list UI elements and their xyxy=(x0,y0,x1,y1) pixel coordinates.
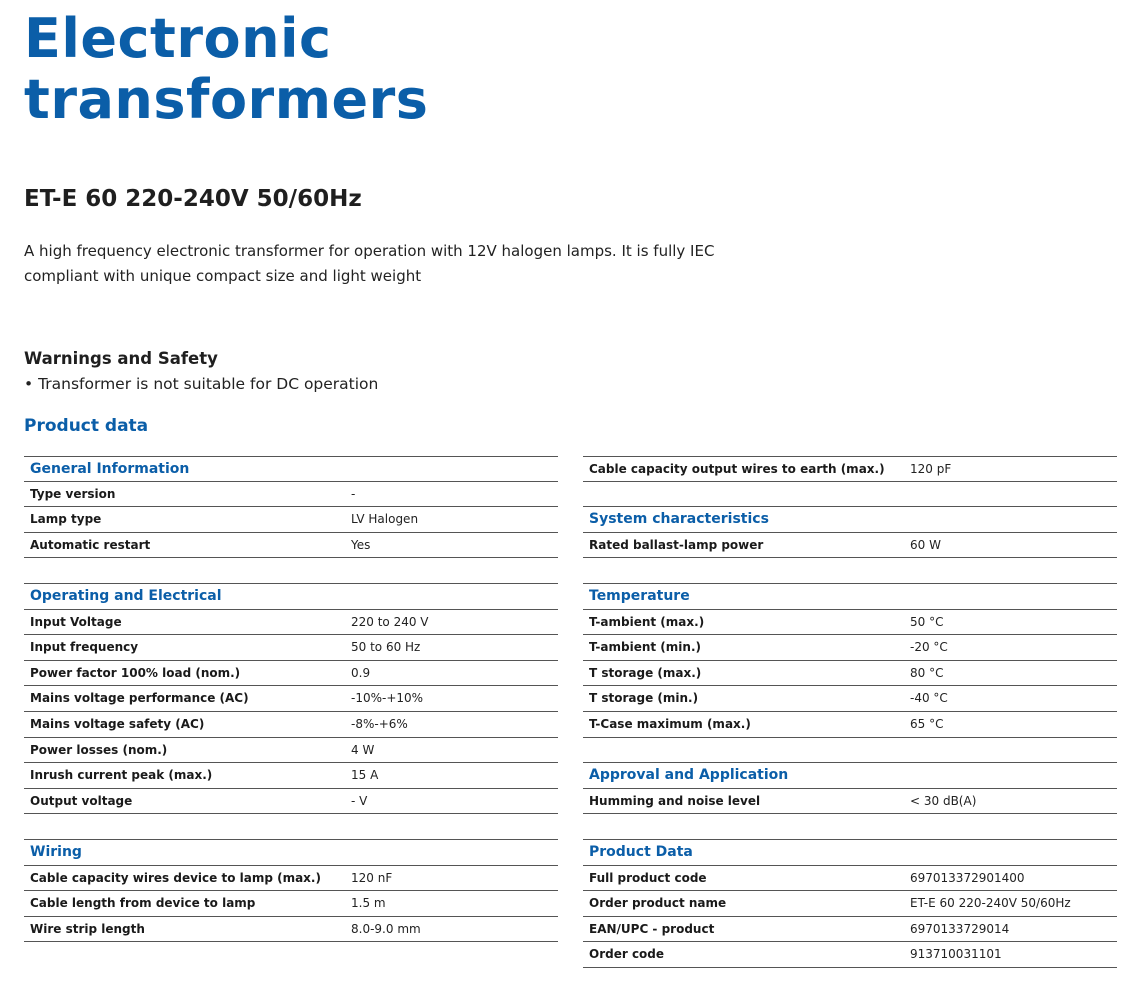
table-row xyxy=(583,661,1117,687)
row-value: 0.9 xyxy=(351,665,371,680)
row-value: -40 °C xyxy=(910,691,948,706)
section-title: Approval and Application xyxy=(589,767,789,784)
table-row xyxy=(583,891,1117,917)
row-value: -20 °C xyxy=(910,640,948,655)
table-row xyxy=(24,763,558,789)
table-row xyxy=(24,533,558,559)
row-label: Order code xyxy=(589,947,665,962)
row-value: -8%-+6% xyxy=(351,716,408,731)
table-row xyxy=(583,533,1117,559)
row-value: 220 to 240 V xyxy=(351,614,429,629)
row-label: Order product name xyxy=(589,896,727,911)
row-value: 65 °C xyxy=(910,716,944,731)
spacer-row xyxy=(583,738,1117,764)
row-value: 60 W xyxy=(910,537,941,552)
section-product-data xyxy=(583,840,1117,866)
row-label: T storage (max.) xyxy=(589,665,702,680)
section-temperature xyxy=(583,584,1117,610)
row-value: 8.0-9.0 mm xyxy=(351,921,421,936)
row-label: Power losses (nom.) xyxy=(30,742,168,757)
table-row xyxy=(583,712,1117,738)
row-value: 120 nF xyxy=(351,870,393,885)
title-line-1: Electronic xyxy=(24,7,332,70)
section-approval-application xyxy=(583,763,1117,789)
row-value: - xyxy=(351,486,356,501)
spacer-row xyxy=(583,558,1117,584)
row-label: Lamp type xyxy=(30,512,102,527)
warning-item: • Transformer is not suitable for DC operation xyxy=(24,375,379,393)
spacer-row xyxy=(583,482,1117,508)
row-value: 80 °C xyxy=(910,665,944,680)
section-system-characteristics xyxy=(583,507,1117,533)
row-label: Automatic restart xyxy=(30,537,151,552)
section-general-information xyxy=(24,456,558,482)
row-value: 913710031101 xyxy=(910,947,1002,962)
section-title: Wiring xyxy=(30,843,82,860)
table-row xyxy=(24,507,558,533)
row-label: T storage (min.) xyxy=(589,691,699,706)
row-label: EAN/UPC - product xyxy=(589,921,715,936)
table-row xyxy=(24,866,558,892)
section-title: Product Data xyxy=(589,843,693,860)
row-label: Rated ballast-lamp power xyxy=(589,537,764,552)
row-label: Input Voltage xyxy=(30,614,122,629)
row-value: 50 °C xyxy=(910,614,944,629)
row-value: 50 to 60 Hz xyxy=(351,640,421,655)
table-row xyxy=(583,942,1117,968)
section-operating-electrical xyxy=(24,584,558,610)
table-row xyxy=(24,661,558,687)
product-description: A high frequency electronic transformer for operation with 12V halogen lamps. It is fully IEC compliant with unique compact size and light weight xyxy=(24,242,715,285)
table-row xyxy=(583,686,1117,712)
table-row xyxy=(24,917,558,943)
spacer-row xyxy=(583,814,1117,840)
row-value: < 30 dB(A) xyxy=(910,793,977,808)
table-row xyxy=(24,482,558,508)
row-label: T-ambient (min.) xyxy=(589,640,701,655)
product-data-heading: Product data xyxy=(24,416,149,436)
table-row xyxy=(24,891,558,917)
row-label: Cable length from device to lamp xyxy=(30,896,256,911)
section-wiring xyxy=(24,840,558,866)
row-label: Cable capacity output wires to earth (max.) xyxy=(589,462,885,476)
row-label: Output voltage xyxy=(30,793,133,808)
row-label: Wire strip length xyxy=(30,921,145,936)
table-row xyxy=(583,610,1117,636)
table-row xyxy=(24,789,558,815)
row-value: - V xyxy=(351,793,368,808)
section-title: Temperature xyxy=(589,587,690,604)
row-value: 1.5 m xyxy=(351,896,386,911)
table-row xyxy=(583,866,1117,892)
row-value: LV Halogen xyxy=(351,512,419,527)
row-value: 4 W xyxy=(351,742,375,757)
row-label: Humming and noise level xyxy=(589,793,761,808)
row-value: -10%-+10% xyxy=(351,691,424,706)
row-value: Yes xyxy=(351,537,371,552)
row-label: Inrush current peak (max.) xyxy=(30,768,213,783)
section-title: Operating and Electrical xyxy=(30,587,222,604)
table-row xyxy=(583,917,1117,943)
table-row xyxy=(583,635,1117,661)
table-row xyxy=(24,712,558,738)
table-row xyxy=(24,635,558,661)
section-title: General Information xyxy=(30,461,190,477)
row-label: Power factor 100% load (nom.) xyxy=(30,665,241,680)
row-value: 6970133729014 xyxy=(910,921,1010,936)
document-title xyxy=(24,8,428,130)
spacer-row xyxy=(24,558,558,584)
warnings-heading: Warnings and Safety xyxy=(24,349,218,368)
row-label: Mains voltage performance (AC) xyxy=(30,691,249,706)
row-label: Full product code xyxy=(589,870,707,885)
product-data-left-column xyxy=(24,456,558,942)
row-label: Cable capacity wires device to lamp (max.) xyxy=(30,870,321,885)
table-row xyxy=(24,610,558,636)
row-label: Type version xyxy=(30,486,116,501)
row-value: 15 A xyxy=(351,768,379,783)
row-value: 697013372901400 xyxy=(910,870,1025,885)
row-label: T-Case maximum (max.) xyxy=(589,716,751,731)
table-row xyxy=(24,738,558,764)
table-row xyxy=(24,686,558,712)
row-label: Mains voltage safety (AC) xyxy=(30,716,205,731)
spacer-row xyxy=(24,814,558,840)
row-value: 120 pF xyxy=(910,462,952,476)
section-title: System characteristics xyxy=(589,511,769,528)
row-label: T-ambient (max.) xyxy=(589,614,705,629)
title-line-2: transformers xyxy=(24,68,429,131)
table-row xyxy=(583,789,1117,815)
product-data-right-column xyxy=(583,456,1117,968)
row-label: Input frequency xyxy=(30,640,139,655)
table-row xyxy=(583,456,1117,482)
row-value: ET-E 60 220-240V 50/60Hz xyxy=(910,896,1071,911)
product-name: ET-E 60 220-240V 50/60Hz xyxy=(24,186,362,212)
